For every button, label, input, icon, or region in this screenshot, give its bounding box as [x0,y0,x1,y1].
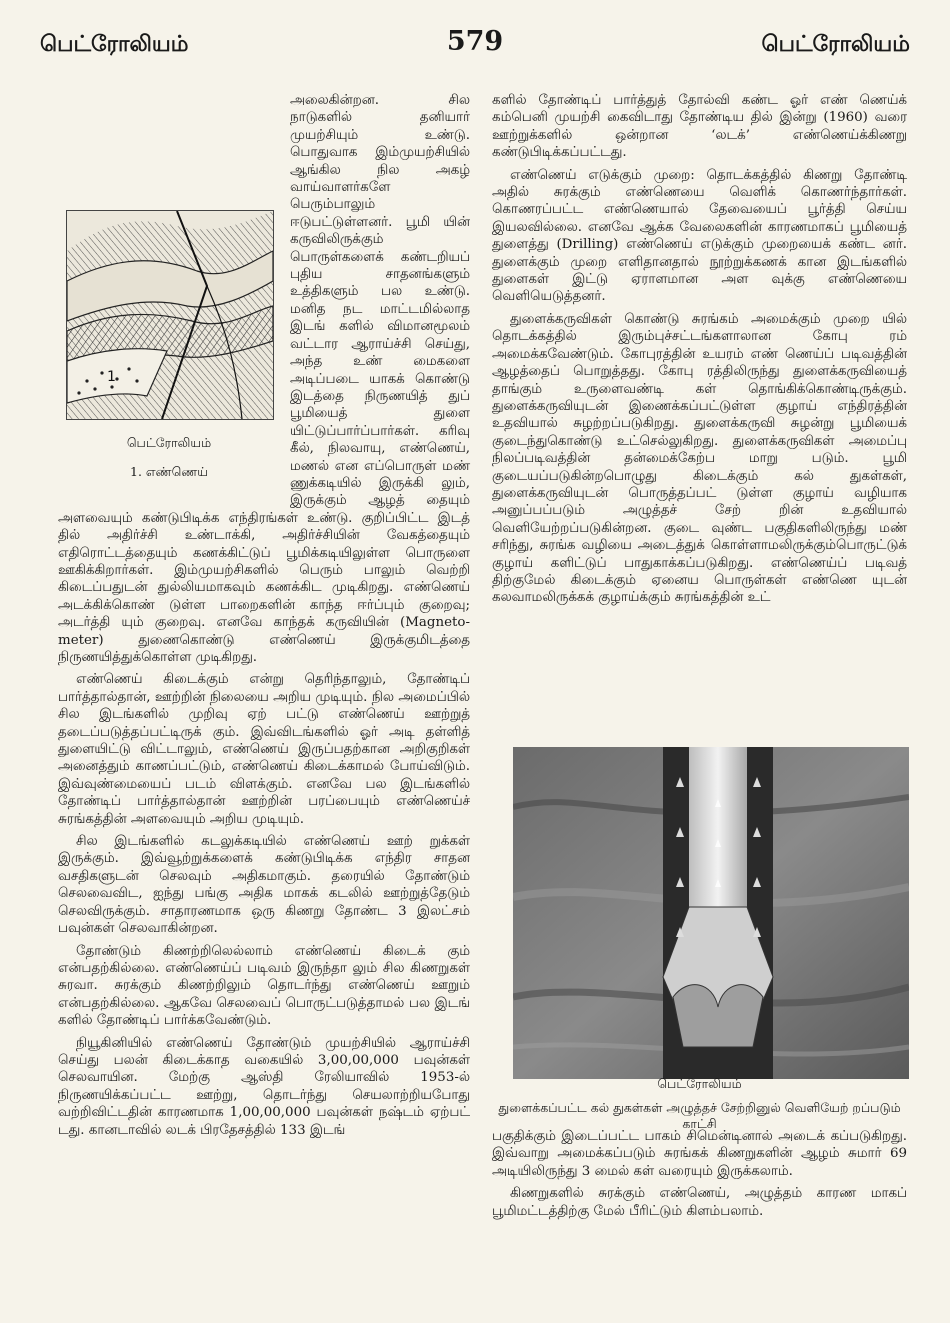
figure2-caption-title: பெட்ரோலியம் [657,1076,742,1091]
strata-illustration [66,210,274,420]
right-paragraph-2: எண்ணெய் எடுக்கும் முறை: தொடக்கத்தில் கிணறு தோண்டி அதில் சுரக்கும் எண்ணெயை வெளிக் கொணர்ந்தார்கள். கொணரப்பட்ட எண்ணெயால் தேவையைப் பூர்த்தி செய்ய இயலவில்லை. எனவே ஆக்க வேலைகளின் காரணமாகப் பூமியைத் துளைத்து (Drilling) எண்ணெய் எடுக்கும் முறையைக் கண்ட னர். துளைக்கும் முறை எளிதானதால் நூற்றுக்கணக் கான இடங்களில் துளைகள் இட்டு ஏராளமான அள வுக்கு எண்ணெயை வெளியெடுத்தனர். [492,167,907,305]
figure-oil-strata [58,96,280,491]
figure1-caption-label: 1. எண்ணெய் [130,464,208,480]
right-paragraph-1: களில் தோண்டிப் பார்த்துத் தோல்வி கண்ட ஓர் எண் ணெய்க் கம்பெனி முயற்சி கைவிடாது தோண்டிய தில் இன்று (1960) வரை ஊற்றுக்களில் ஒன்றான ‘லடக்’ எண்ணெய்க்கிணறு கண்டுபிடிக்கப்பட்டது. [492,93,907,161]
left-paragraph-4: தோண்டும் கிணற்றிலெல்லாம் எண்ணெய் கிடைக் கும் என்பதற்கில்லை. எண்ணெய்ப் படிவம் இருந்தா லும் சில கிணறுகள் சுரவா. சுரக்கும் கிணற்றிலும் தொடர்ந்து எண்ணெய் ஊறும் என்பதற்கில்லை. ஆகவே செலவைப் பொருட்படுத்தாமல் பல இடங் களில் தோண்டிப் பார்க்கவேண்டும். [58,943,470,1029]
figure1-caption-title: பெட்ரோலியம் [126,435,212,450]
page-number: 579 [446,26,504,57]
left-column [58,92,470,1144]
figure2-caption-text: துளைக்கப்பட்ட கல் துகள்கள் அழுத்தச் சேற்றினுல் வெளியேற் றப்படும் காட்சி [498,1100,901,1131]
left-paragraph-1: அலைகின்றன. சில நாடுகளில் தனியார் முயற்சியும் உண்டு. பொதுவாக இம்முயற்சியில் ஆங்கில நில அகழ் வாய்வாளர்களே பெரும்பாலும் ஈடுபட்டுள்ளனர். பூமி யின் கருவிலிருக்கும் பொருள்களைக் கண்டறியப் புதிய சாதனங்களும் உத்திகளும் பல உண்டு. மனித நட மாட்டமில்லாத இடங் களில் விமானமூலம் வட்டார ஆராய்ச்சி செய்து, அந்த உண் மைகளை அடிப்படை யாகக் கொண்டு இடத்தை நிருணயித் துப் பூமியைத் துளை யிட்டுப்பார்ப்பார்கள். கரிவு கீல், நிலவாயு, எண்ணெய், மணல் என எப்பொருள் மண் ணுக்கடியில் இருக்கி லும், இருக்கும் ஆழத் தையும் அளவையும் கண்டுபிடிக்க எந்திரங்கள் உண்டு. குறிப்பிட்ட இடத் தில் அதிர்ச்சி உண்டாக்கி, அதிர்ச்சியின் வேகத்தையும் எதிரொட்டத்தையும் கணக்கிட்டுப் பூமிக்கடியிலுள்ள பொருளை ஊகிக்கிறார்கள். இம்முயற்சிகளில் பெரும் பாலும் வெற்றி கிடைப்பதுடன் துல்லியமாகவும் கணக்கிட முடிகிறது. எண்ணெய் அடக்கிக்கொண் டுள்ள பாறைகளின் காந்த ஈர்ப்பும் குறைவு; அடர்த்தி யும் குறைவு. எனவே காந்தக் கருவியின் (Magneto- meter) துணைகொண்டு எண்ணெய் இருக்குமிடத்தை நிருணயித்துக்கொள்ள முடிகிறது. [58,93,470,665]
left-paragraph-3: சில இடங்களில் கடலுக்கடியில் எண்ணெய் ஊற் றுக்கள் இருக்கும். இவ்வூற்றுக்களைக் கண்டுபிடிக்க எந்திர சாதன வசதிகளுடன் செலவும் அதிகமாகும். தரையில் தோண்டும் செலவைவிட, ஐந்து பங்கு அதிக மாகக் கடலில் ஊற்றுத்தேடும் செலவிருக்கும். சாதாரணமாக ஒரு கிணறு தோண்ட 3 இலட்சம் பவுன்கள் செலவாகின்றன. [58,834,470,937]
right-bottom-paragraph-2: கிணறுகளில் சுரக்கும் எண்ணெய், அழுத்தம் காரண மாகப் பூமிமட்டத்திற்கு மேல் பீரிட்டும் கிளம்பலாம். [492,1186,907,1219]
right-paragraph-3: துளைக்கருவிகள் கொண்டு சுரங்கம் அமைக்கும் முறை யில் தொடக்கத்தில் இரும்புச்சட்டங்களாலான கோபு ரம் அமைக்கவேண்டும். கோபுரத்தின் உயரம் எண் ணெய்ப் படிவத்தின் ஆழத்தைப் பொறுத்தது. கோபு ரத்திலிருந்து துளைக்கருவியைத் தாங்கும் உருளைவண்டி கள் தொங்கிக்கொண்டிருக்கும். துளைக்கருவியுடன் இணைக்கப்பட்டுள்ள குழாய் எந்திரத்தின் உதவியால் சுழற்றப்படுகிறது. துளைக்கருவி சுழன்று பூமியைக் குடைந்துகொண்டு உட்செல்லுகிறது. துளைக்கருவிகள் அமைப்பு நிலப்படிவத்தின் தன்மைக்கேற்ப மாறு படும். பூமி குடையப்படுகின்றபொழுது கிடைக்கும் கல் துகள்கள், துளைக்கருவியுடன் பொருத்தப்பட் டுள்ள குழாய் வழியாக அனுப்பப்படும் அழுத்தச் சேற் றின் உதவியால் வெளியேற்றப்படுகின்றன. குடை வுண்ட பகுதிகளிலிருந்து மண் சரிந்து, சுரங்க வழியை அடைத்துக் கொள்ளாமலிருக்கும்பொருட்டுக் குழாய் களிட்டுப் பாதுகாக்கப்படுகிறது. எண்ணெய்ப் படிவத் திற்குமேல் கிடைக்கும் ஏனைய பொருள்கள் எண்ணெ யுடன் கலவாமலிருக்கக் குழாய்க்கும் சுரங்கத்தின் உட் [492,311,907,606]
right-column [492,92,907,612]
figure-drill-bit-photo [513,747,909,1079]
running-head-left: பெட்ரோலியம் [40,31,189,57]
running-head-right: பெட்ரோலியம் [761,31,910,57]
right-column-bottom [492,1128,907,1225]
svg-text:1: 1 [107,369,116,385]
left-paragraph-5: நியூகினியில் எண்ணெய் தோண்டும் முயற்சியில் ஆராய்ச்சி செய்து பலன் கிடைக்காத வகையில் 3,00,00,000 பவுன்கள் செலவாயின. மேற்கு ஆஸ்தி ரேலியாவில் 1953-ல் நிருணயிக்கப்பட்ட ஊற்று, தொடர்ந்து செயலாற்றியபோது வற்றிவிட்டதின் காரணமாக 1,00,00,000 பவுன்கள் நஷ்டம் ஏற்பட் டது. கானடாவில் லடக் பிரதேசத்தில் 133 இடங் [58,1035,470,1138]
right-bottom-paragraph-1: பகுதிக்கும் இடைப்பட்ட பாகம் சிமென்டினால் அடைக் கப்படுகிறது. இவ்வாறு அமைக்கப்படும் சுரங்கக் கிணறுகளின் ஆழம் சுமார் 69 அடியிலிருந்து 3 மைல் கள் வரையும் இருக்கலாம். [492,1129,907,1179]
left-paragraph-2: எண்ணெய் கிடைக்கும் என்று தெரிந்தாலும், தோண்டிப் பார்த்தால்தான், ஊற்றின் நிலையை அறிய முடியும். நில அமைப்பில் சில இடங்களில் முறிவு ஏற் பட்டு எண்ணெய் ஊற்றுத் தடைப்படுத்தப்பட்டிருக் கும். இவ்விடங்களில் ஓர் அடி தள்ளித் துளையிட்டு விட்டாலும், எண்ணெய் இருப்பதற்கான அறிகுறிகள் அனைத்தும் காணப்பட்டும், எண்ணெய் கிடைக்காமல் போய்விடும். இவ்வுண்மையைப் படம் விளக்கும். எனவே பல இடங்களில் தோண்டிப் பார்த்தால்தான் ஊற்றின் பரப்பையும் எண்ணெய்ச் சுரங்கத்தின் அளவையும் அறிய முடியும். [58,672,470,827]
